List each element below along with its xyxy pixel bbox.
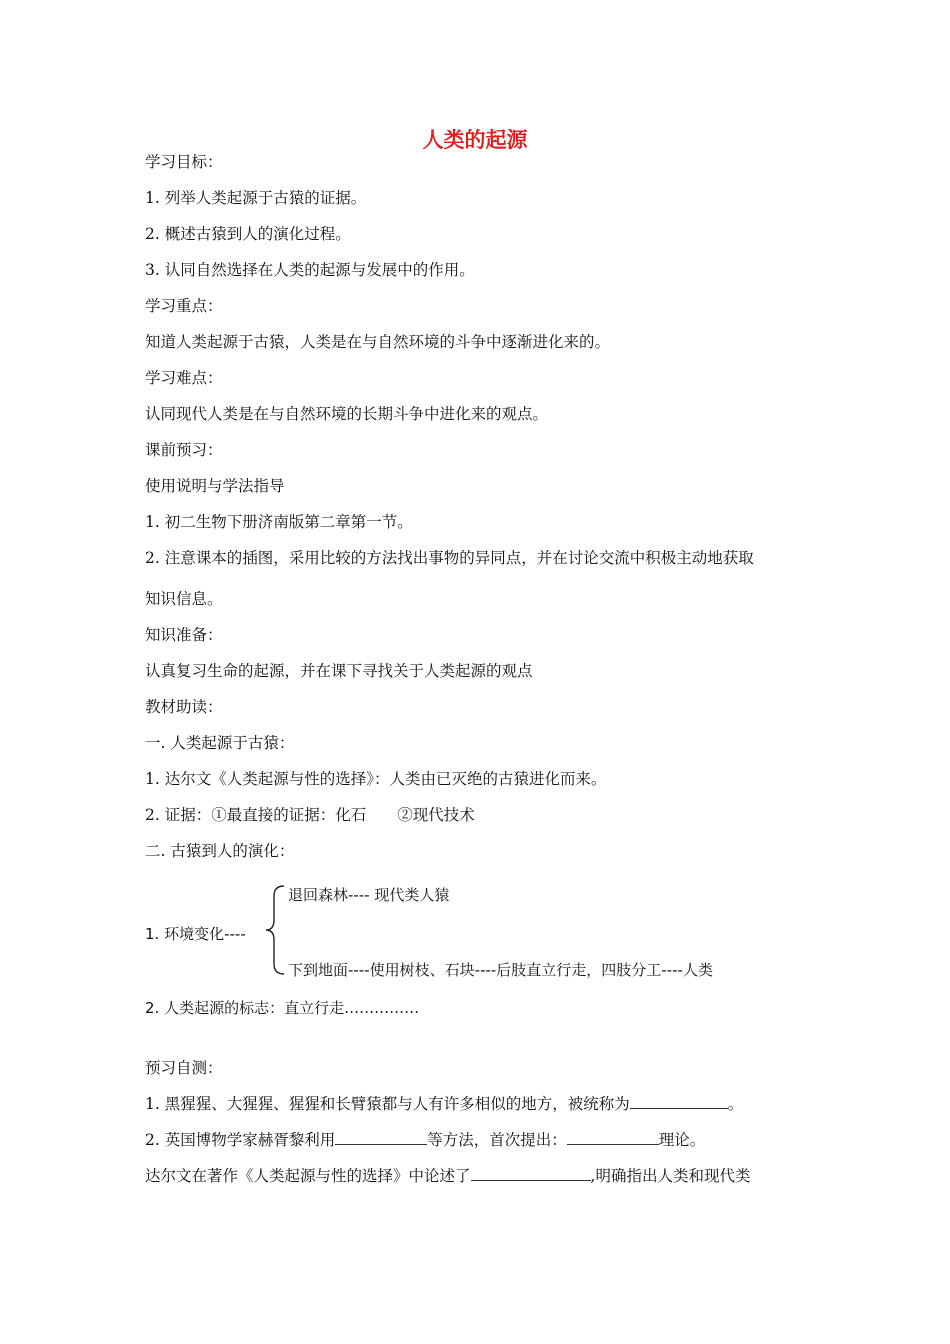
question-3 [145,1166,750,1186]
answer-blank[interactable] [335,1130,427,1145]
difficulties-heading: 学习难点： [145,369,223,387]
question-1-text: 1. 黑猩猩、大猩猩、猩猩和长臂猿都与人有许多相似的地方，被统称为 [145,1095,630,1113]
key-points-text: 知道人类起源于古猿，人类是在与自然环境的斗争中逐渐进化来的。 [145,333,611,351]
reading-heading: 教材助读： [145,698,223,716]
preview-item: 1. 初二生物下册济南版第二章第一节。 [145,513,413,531]
objectives-heading: 学习目标： [145,153,223,171]
self-test-heading: 预习自测： [145,1059,223,1077]
objective-item: 1. 列举人类起源于古猿的证据。 [145,189,367,207]
question-3-text-b: ,明确指出人类和现代类 [590,1167,751,1185]
difficulties-text: 认同现代人类是在与自然环境的长期斗争中进化来的观点。 [145,405,549,423]
section1-item: 2. 证据：①最直接的证据：化石 ②现代技术 [145,806,475,824]
question-2-text-a: 2. 英国博物学家赫胥黎利用 [145,1131,336,1149]
question-1-end: 。 [727,1095,744,1113]
section2-heading: 二. 古猿到人的演化： [145,842,295,860]
objective-item: 3. 认同自然选择在人类的起源与发展中的作用。 [145,261,475,279]
key-points-heading: 学习重点： [145,297,223,315]
question-1 [145,1094,743,1114]
question-2-text-b: 等方法，首次提出： [427,1131,567,1149]
objective-item: 2. 概述古猿到人的演化过程。 [145,225,351,243]
question-3-text-a: 达尔文在著作《人类起源与性的选择》中论述了 [145,1167,471,1185]
section1-heading: 一. 人类起源于古猿： [145,734,295,752]
answer-blank[interactable] [567,1130,659,1145]
knowledge-prep-heading: 知识准备： [145,626,223,644]
answer-blank[interactable] [630,1094,728,1109]
question-2 [145,1130,705,1150]
preview-item: 2. 注意课本的插图，采用比较的方法找出事物的异同点，并在讨论交流中积极主动地获取 [145,549,754,567]
diagram-branch-ground: 下到地面----使用树枝、石块----后肢直立行走，四肢分工----人类 [288,961,713,979]
diagram-branch-forest: 退回森林---- 现代类人猿 [288,886,450,904]
diagram-root: 1. 环境变化---- [145,925,246,943]
guide-heading: 使用说明与学法指导 [145,477,285,495]
knowledge-prep-text: 认真复习生命的起源，并在课下寻找关于人类起源的观点 [145,662,533,680]
section1-item: 1. 达尔文《人类起源与性的选择》：人类由已灭绝的古猿进化而来。 [145,770,607,788]
curly-brace-icon [264,884,288,976]
preview-heading: 课前预习： [145,441,223,459]
answer-blank[interactable] [471,1166,591,1181]
page-title: 人类的起源 [422,128,528,152]
question-2-text-c: 理论。 [658,1131,706,1149]
origin-marker: 2. 人类起源的标志：直立行走…………… [145,999,420,1017]
preview-item-continued: 知识信息。 [145,590,223,608]
